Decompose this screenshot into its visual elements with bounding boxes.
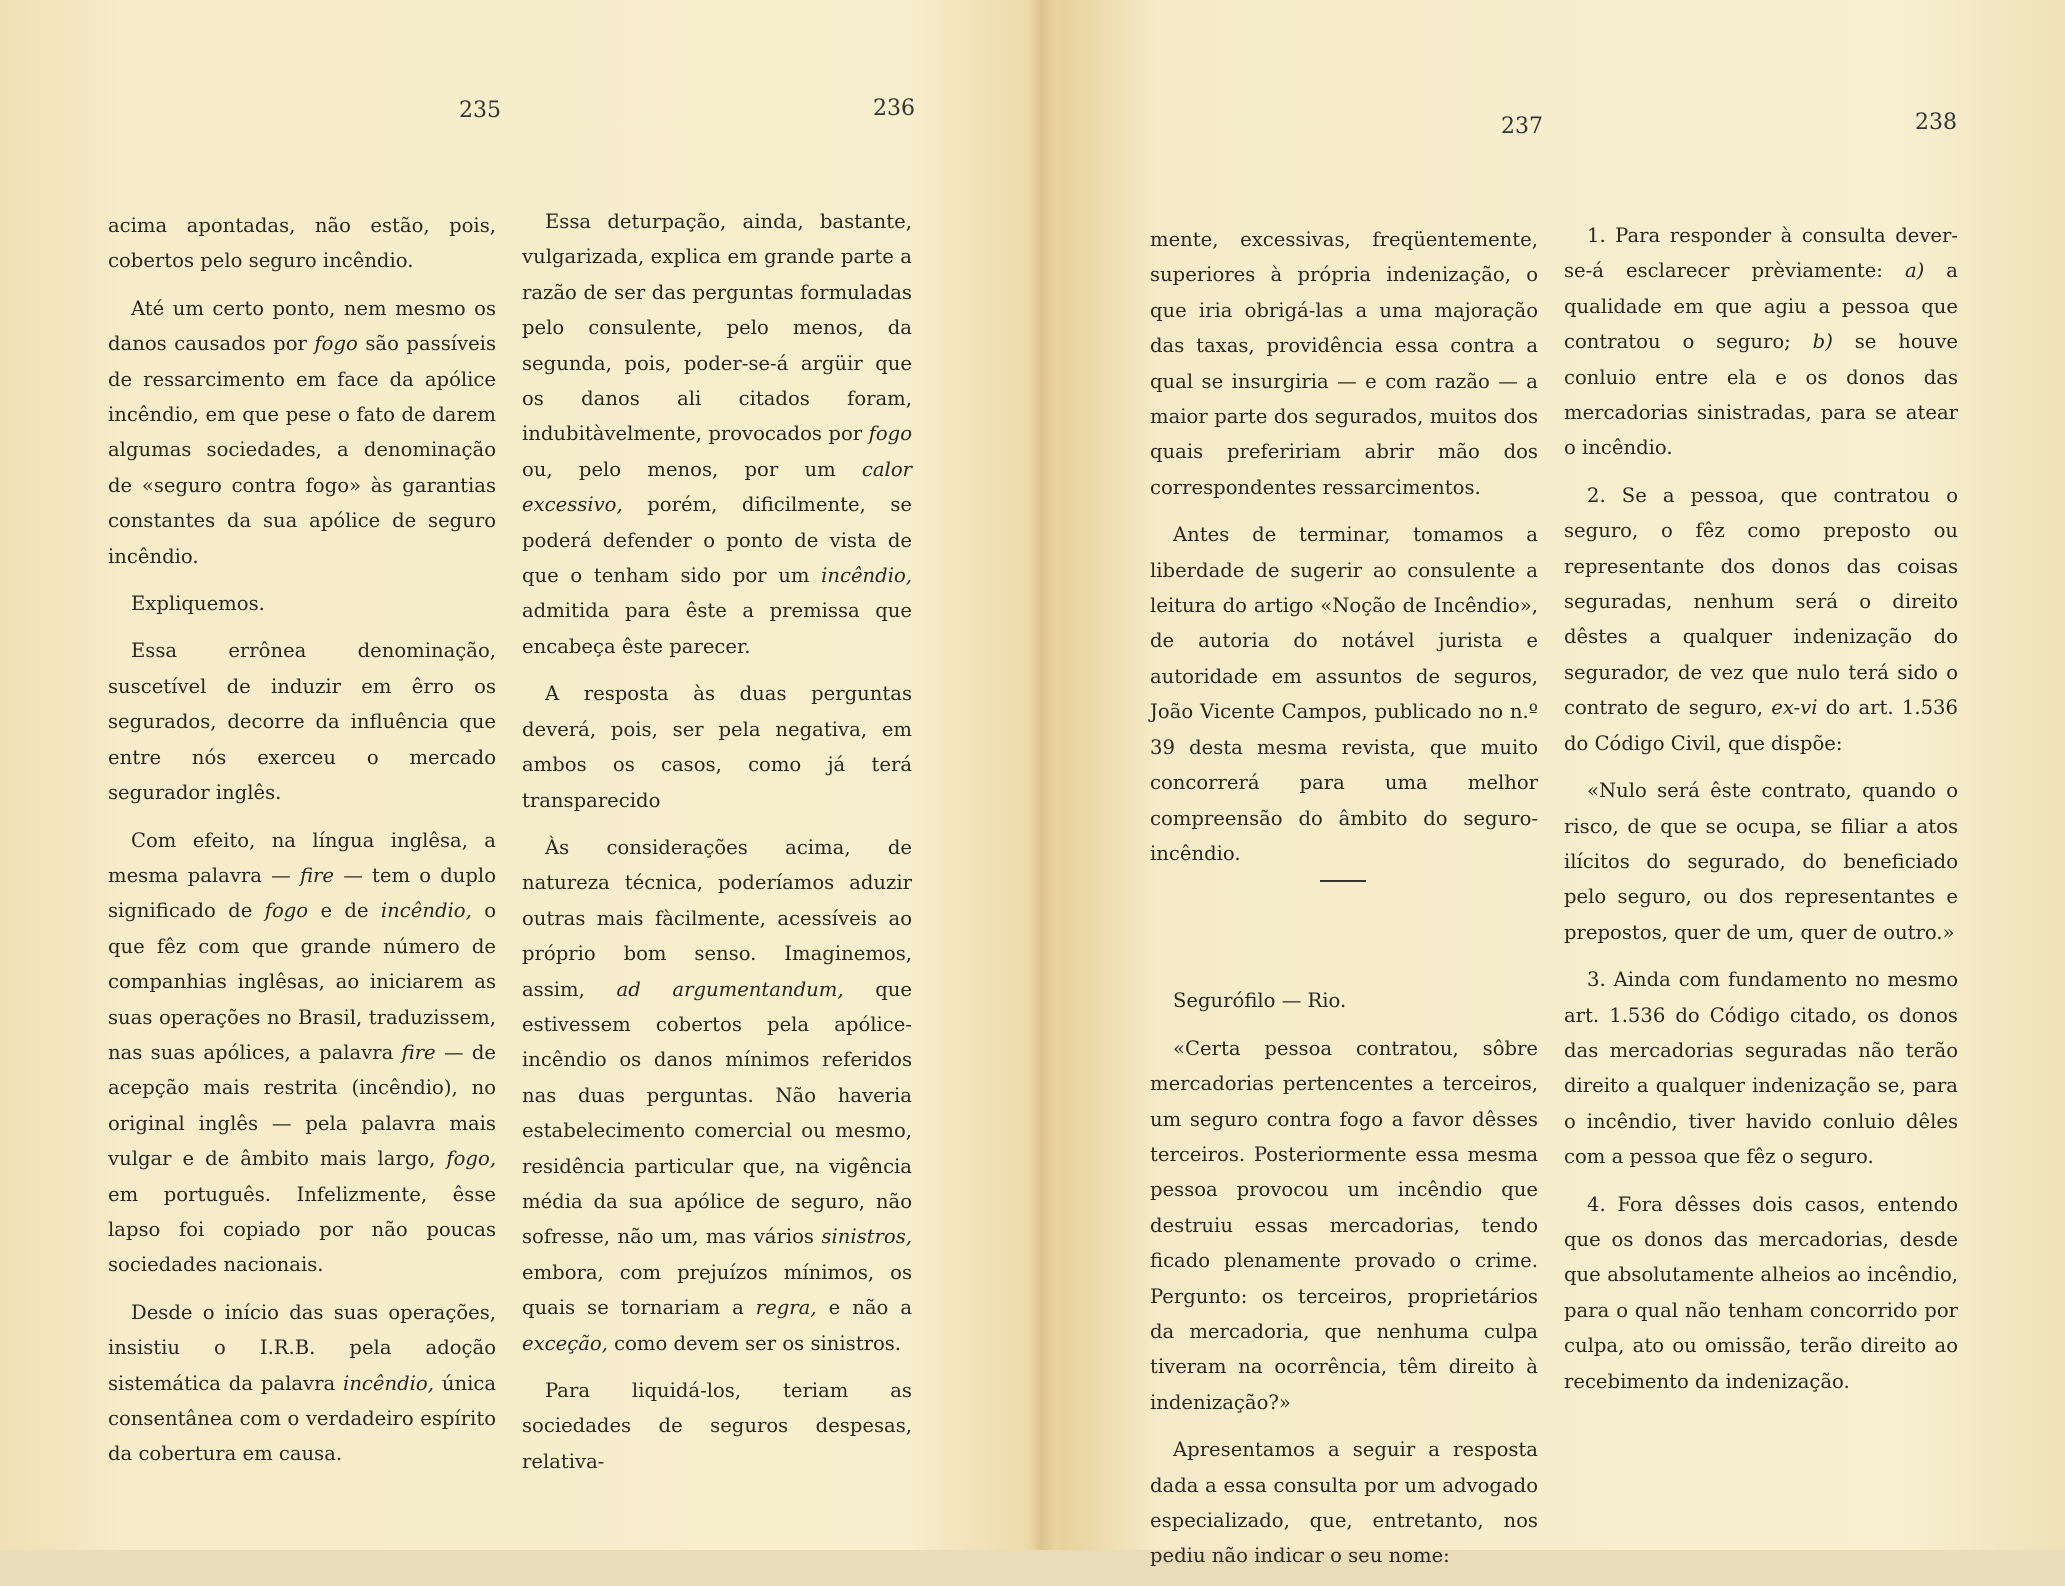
paragraph: Essa errônea denominação, suscetível de induzir em êrro os segurados, decorre da influência que entre nós exerceu o mercado segurador inglês. <box>108 639 496 805</box>
paragraph: «Certa pessoa contratou, sôbre mercadorias pertencentes a terceiros, um seguro contra fogo a favor dêsses terceiros. Posteriormente essa mesma pessoa provocou um incêndio que destruiu essas mercadorias, tendo ficado plenamente provado o crime. Pergunto: os terceiros, proprietários da mercadoria, que nenhuma culpa tiveram na ocorrência, têm direito à indenização?» <box>1150 1036 1538 1414</box>
paragraph: Essa deturpação, ainda, bastante, vulgarizada, explica em grande parte a razão de ser das perguntas formuladas pelo consulente, pelo menos, da segunda, pois, poder-se-á argüir que os danos ali citados foram, indubitàvelmente, provocados por fogo ou, pelo menos, por um calor excessivo, porém, dificilmente, se poderá defender o ponto de vista de que o tenham sido por um incêndio, admitida para êste a premissa que encabeça êste parecer. <box>522 210 912 658</box>
paragraph: Com efeito, na língua inglêsa, a mesma palavra — fire — tem o duplo significado de fogo e de incêndio, o que fêz com que grande número de companhias inglêsas, ao iniciarem as suas operações no Brasil, traduzissem, nas suas apólices, a palavra fire — de acepção mais restrita (incêndio), no original inglês — pela palavra mais vulgar e de âmbito mais largo, fogo, em português. Infelizmente, êsse lapso foi copiado por não poucas sociedades nacionais. <box>108 828 496 1277</box>
text-column-237 <box>1150 222 1538 1586</box>
book-spine <box>1028 0 1056 1550</box>
paragraph: Para liquidá-los, teriam as sociedades de seguros despesas, relativa- <box>522 1379 912 1473</box>
paragraph: mente, excessivas, freqüentemente, superiores à própria indenização, o que iria obrigá-las a uma majoração das taxas, providência essa contra a qual se insurgiria — e com razão — a maior parte dos segurados, muitos dos quais prefeririam abrir mão dos correspondentes ressarcimentos. <box>1150 228 1538 499</box>
paragraph: Antes de terminar, tomamos a liberdade de sugerir ao consulente a leitura do artigo «Noção de Incêndio», de autoria do notável jurista e autoridade em assuntos de seguros, João Vicente Campos, publicado no n.º 39 desta mesma revista, que muito concorrerá para uma melhor compreensão do âmbito do seguro-incêndio. <box>1150 523 1538 865</box>
paragraph: 1. Para responder à consulta dever-se-á esclarecer prèviamente: a) a qualidade em que agiu a pessoa que contratou o seguro; b) se houve conluio entre ela e os donos das mercadorias sinistradas, para se atear o incêndio. <box>1564 224 1958 460</box>
quotation: «Nulo será êste contrato, quando o risco, de que se ocupa, se filiar a atos ilícitos do segurado, do beneficiado pelo seguro, ou dos representantes e prepostos, quer de um, quer de outro.» <box>1564 779 1958 944</box>
paragraph: 3. Ainda com fundamento no mesmo art. 1.536 do Código citado, os donos das mercadorias seguradas não terão direito a qualquer indenização se, para o incêndio, tiver havido conluio dêles com a pessoa que fêz o seguro. <box>1564 968 1958 1169</box>
paragraph: acima apontadas, não estão, pois, cobertos pelo seguro incêndio. <box>108 214 496 273</box>
page-number-237: 237 <box>1501 114 1543 139</box>
paragraph: Expliquemos. <box>131 592 265 616</box>
text-column-235 <box>108 208 496 1484</box>
text-column-238 <box>1564 218 1958 1411</box>
spacer <box>1150 883 1538 983</box>
paragraph: 2. Se a pessoa, que contratou o seguro, o fêz como preposto ou representante dos donos das coisas seguradas, nenhum será o direito dêstes a qualquer indenização do segurador, de vez que nulo terá sido o contrato de seguro, ex-vi do art. 1.536 do Código Civil, que dispõe: <box>1564 483 1958 755</box>
text-column-236 <box>522 204 912 1491</box>
section-divider <box>1320 880 1366 882</box>
paragraph: 4. Fora dêsses dois casos, entendo que os donos das mercadorias, desde que absolutamente alheios ao incêndio, para o qual não tenham concorrido por culpa, ato ou omissão, terão direito ao recebimento da indenização. <box>1564 1192 1958 1393</box>
page-number-238: 238 <box>1915 110 1957 135</box>
page-number-235: 235 <box>459 98 501 123</box>
paragraph: Apresentamos a seguir a resposta dada a essa consulta por um advogado especializado, que, entretanto, nos pediu não indicar o seu nome: <box>1150 1438 1538 1568</box>
paragraph: Às considerações acima, de natureza técnica, poderíamos aduzir outras mais fàcilmente, acessíveis ao próprio bom senso. Imaginemos, assim, ad argumentandum, que estivessem cobertos pela apólice-incêndio os danos mínimos referidos nas duas perguntas. Não haveria estabelecimento comercial ou mesmo, residência particular que, na vigência média da sua apólice de seguro, não sofresse, não um, mas vários sinistros, embora, com prejuízos mínimos, os quais se tornariam a regra, e não a exceção, como devem ser os sinistros. <box>522 835 912 1355</box>
paragraph: A resposta às duas perguntas deverá, pois, ser pela negativa, em ambos os casos, como já terá transparecido <box>522 682 912 812</box>
section-heading: Segurófilo — Rio. <box>1173 989 1347 1013</box>
paragraph: Desde o início das suas operações, insistiu o I.R.B. pela adoção sistemática da palavra incêndio, única consentânea com o verdadeiro espírito da cobertura em causa. <box>108 1300 497 1466</box>
paragraph: Até um certo ponto, nem mesmo os danos causados por fogo são passíveis de ressarcimento em face da apólice incêndio, em que pese o fato de darem algumas sociedades, a denominação de «seguro contra fogo» às garantias constantes da sua apólice de seguro incêndio. <box>108 296 497 568</box>
page-number-236: 236 <box>873 96 915 121</box>
